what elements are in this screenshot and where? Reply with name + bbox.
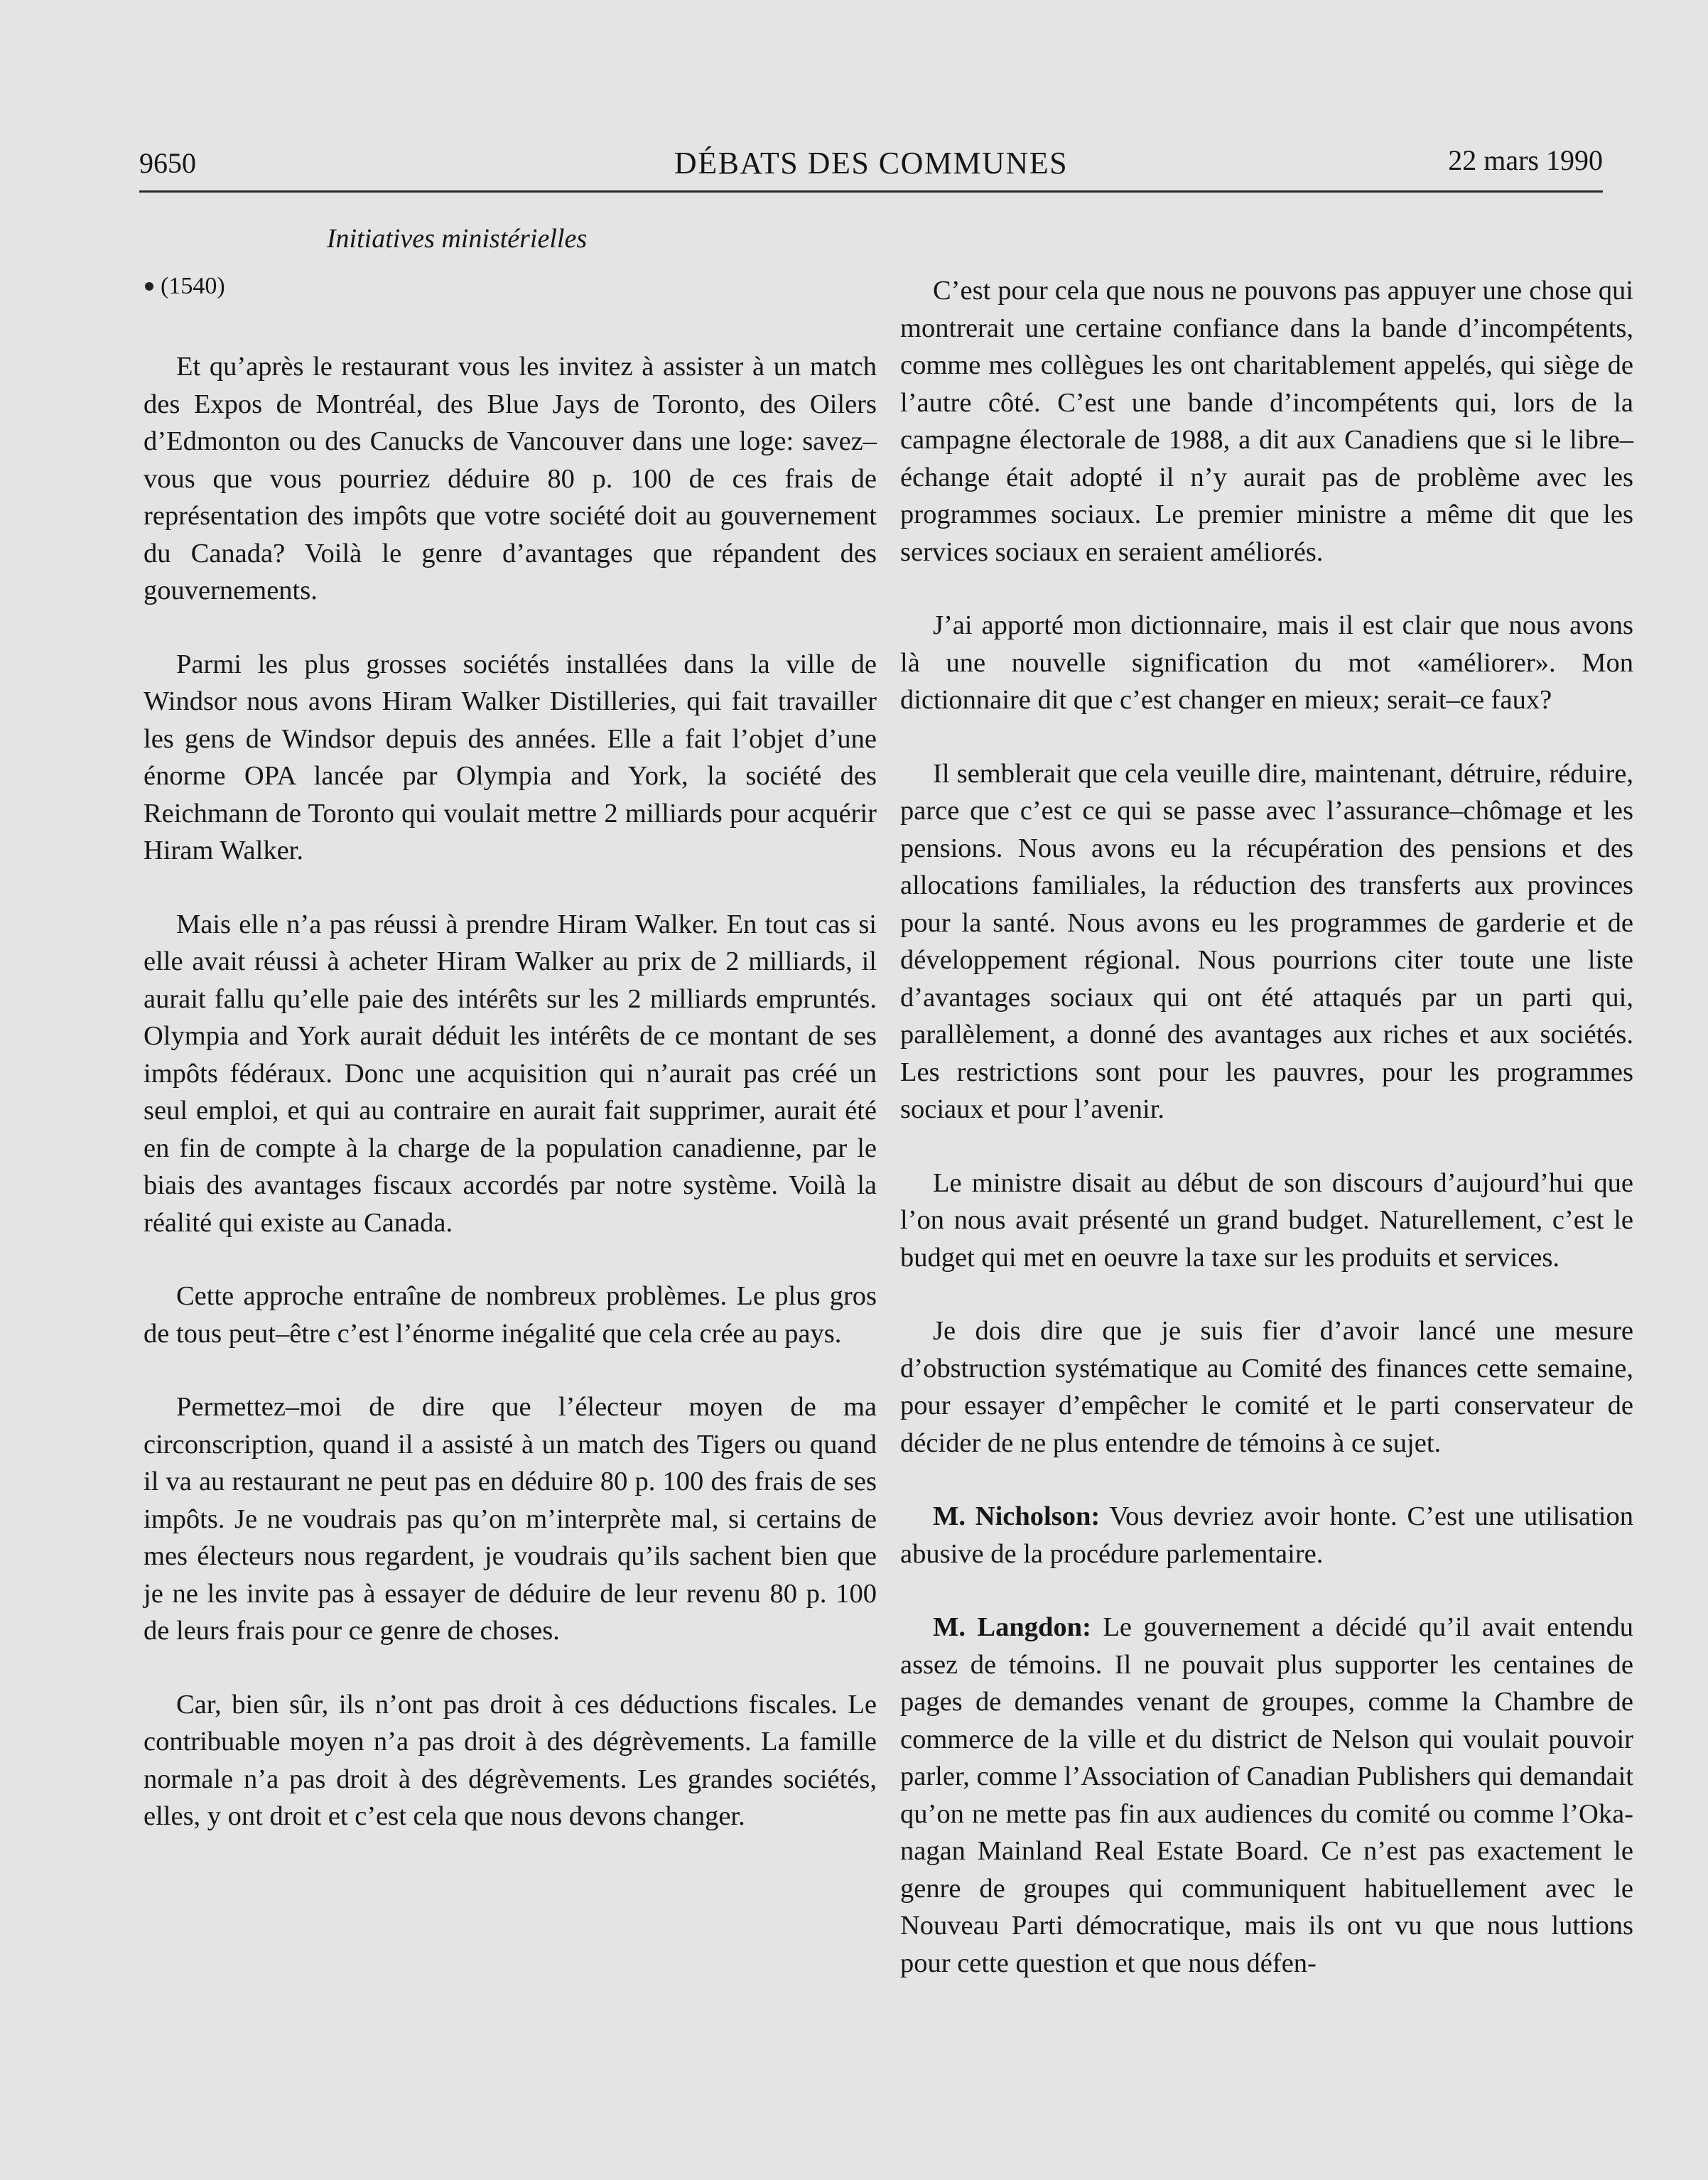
paragraph: Il semblerait que cela veuille dire, maintenant, détruire, réduire, parce que c’est ce qui se passe avec l’assurance–chômage et les pensions. Nous avons eu la récupération des pensions et des allocations familiales, la réduction des transferts aux provinces pour la santé. Nous avons eu les programmes de garderie et de développement régional. Nous pourrions citer toute une liste d’avantages sociaux qui ont été attaqués par un parti qui, parallèlement, a donné des avantages aux riches et aux sociétés. Les restrictions sont pour les pauvres, pour les programmes sociaux et pour l’avenir. <box>900 758 1633 1124</box>
speaker-name: M. Langdon: <box>933 1612 1091 1642</box>
paragraph: Car, bien sûr, ils n’ont pas droit à ces déductions fiscales. Le contribuable moyen n’a pas droit à des dégrèvements. La famille normale n’a pas droit à des dégrèvements. Les grandes sociétés, elles, y ont droit et c’est cela que nous devons changer. <box>144 1689 877 1831</box>
journal-title: DÉBATS DES COMMUNES <box>674 146 1069 180</box>
section-heading: Initiatives ministérielles <box>326 224 588 254</box>
right-column <box>900 272 1633 2018</box>
paragraph: C’est pour cela que nous ne pouvons pas appuyer une chose qui montrerait une certaine confiance dans la bande d’incompétents, comme mes collègues les ont charitablement appelés, qui siège de l’autre côté. C’est une bande d’incompétents qui, lors de la campagne électorale de 1988, a dit aux Canadiens que si le libre–échange était adopté il n’y aurait pas de problème avec les programmes sociaux. Le premier ministre a même dit que les services sociaux en seraient améliorés. <box>900 276 1633 567</box>
page-header <box>139 139 1603 193</box>
timestamp-text: (1540) <box>161 272 225 299</box>
speaker-name: M. Nicholson: <box>933 1501 1101 1531</box>
page-date: 22 mars 1990 <box>1448 144 1603 176</box>
paragraph: Parmi les plus grosses sociétés installées dans la ville de Windsor nous avons Hiram Walker Distilleries, qui fait travailler les gens de Windsor depuis des années. Elle a fait l’objet d’une énorme OPA lancée par Olympia and York, la société des Reichmann de Toronto qui voulait mettre 2 milliards pour acquérir Hiram Walker. <box>144 649 877 865</box>
bullet-icon <box>145 282 153 291</box>
left-column <box>144 220 877 1872</box>
page-number: 9650 <box>139 147 196 179</box>
paragraph: Je dois dire que je suis fier d’avoir lancé une mesure d’obstruction systématique au Comité des finances cette semaine, pour essayer d’empêcher le comité et le parti conservateur de décider de ne plus entendre de témoins à ce sujet. <box>900 1316 1633 1458</box>
paragraph: Cette approche entraîne de nombreux problèmes. Le plus gros de tous peut–être c’est l’énorme inégalité que cela crée au pays. <box>144 1281 877 1349</box>
paragraph: Et qu’après le restaurant vous les invitez à assister à un match des Expos de Montréal, des Blue Jays de Toronto, des Oilers d’Edmonton ou des Canucks de Vancouver dans une loge: savez–vous que vous pourriez déduire 80 p. 100 de ces frais de représentation des impôts que votre société doit au gouvernement du Canada? Voilà le genre d’avantages que répandent des gouvernements. <box>144 352 877 605</box>
speech-paragraph <box>900 1498 1633 1572</box>
speech-text: Vous devriez avoir honte. C’est une utilisation abusive de la procédure parlementaire. <box>900 1501 1634 1569</box>
paragraph: J’ai apporté mon dictionnaire, mais il est clair que nous avons là une nouvelle signification du mot «améliorer». Mon dictionnaire dit que c’est changer en mieux; serait–ce faux? <box>900 610 1633 715</box>
paragraph: Mais elle n’a pas réussi à prendre Hiram Walker. En tout cas si elle avait réussi à acheter Hiram Walker au prix de 2 milliards, il aurait fallu qu’elle paie des intérêts sur les 2 milliards empruntés. Olympia and York aurait déduit les intérêts de ce montant de ses impôts fédéraux. Donc une acquisition qui n’aurait pas créé un seul emploi, et qui au contraire en aurait fait supprimer, aurait été en fin de compte à la charge de la population canadienne, par le biais des avantages fiscaux accordés par notre système. Voilà la réalité qui existe au Canada. <box>144 909 877 1238</box>
paragraph: Permettez–moi de dire que l’électeur moyen de ma circonscription, quand il a assisté à un match des Tigers ou quand il va au restaurant ne peut pas en déduire 80 p. 100 des frais de ses impôts. Je ne voudrais pas qu’on m’interprète mal, si certains de mes électeurs nous regardent, je voudrais qu’ils sachent bien que je ne les invite pas à essayer de déduire de leur revenu 80 p. 100 de leurs frais pour ce genre de choses. <box>144 1392 877 1646</box>
timestamp <box>144 268 877 306</box>
speech-text: Le gouvernement a décidé qu’il avait entendu assez de témoins. Il ne pouvait plus supporter les centaines de pages de demandes venant de groupes, comme la Chambre de commerce de la ville et du district de Nelson qui voulait pouvoir parler, comme l’Association of Canadian Publishers qui demandait qu’on ne mette pas fin aux audiences du comité ou comme l’Okanagan Mainland Real Estate Board. Ce n’est pas exactement le genre de groupes qui communiquent habituellement avec le Nouveau Parti démocratique, mais ils ont vu que nous luttions pour cette question et que nous défen- <box>900 1612 1633 1978</box>
paragraph: Le ministre disait au début de son discours d’aujourd’hui que l’on nous avait présenté un grand budget. Naturellement, c’est le budget qui met en oeuvre la taxe sur les produits et services. <box>900 1167 1633 1273</box>
speech-paragraph <box>900 1609 1633 1982</box>
